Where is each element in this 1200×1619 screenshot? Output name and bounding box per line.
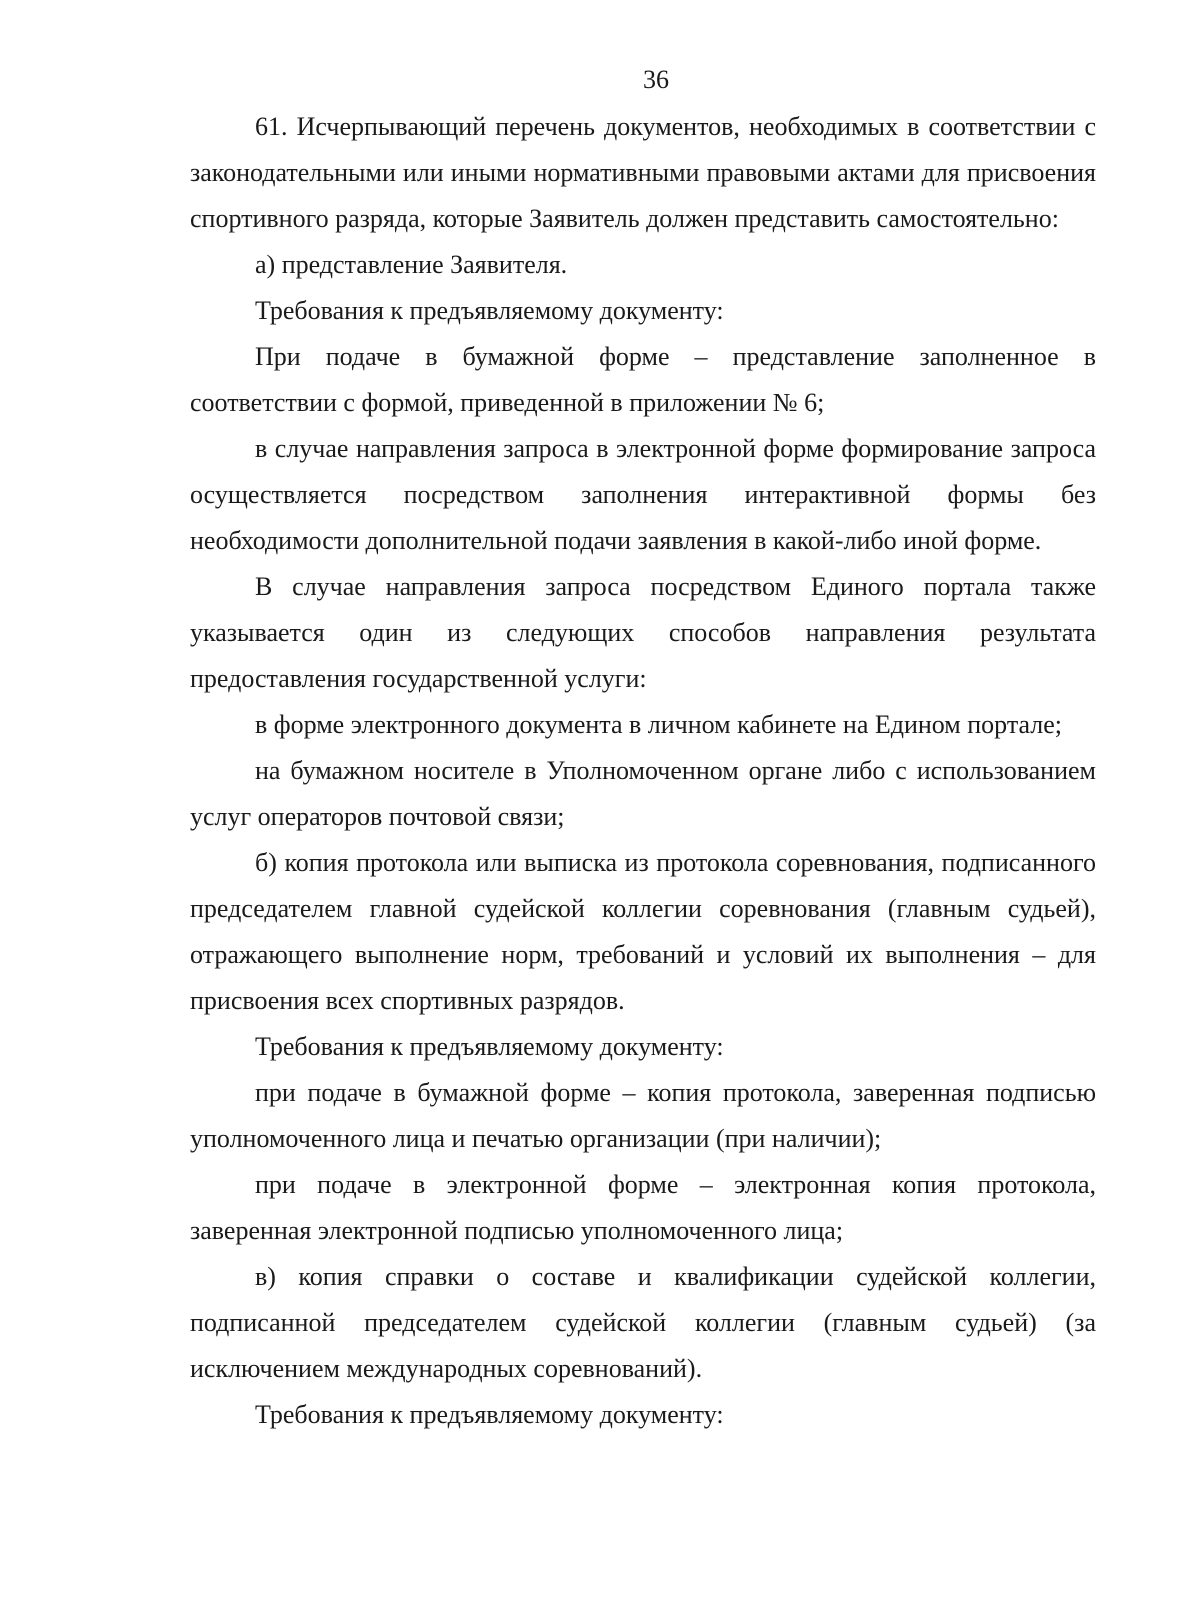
paragraph-paper-copy: при подаче в бумажной форме – копия протокола, заверенная подписью уполномоченного лица и печатью организации (при наличии); [190,1078,1096,1153]
paragraph-item-b: б) копия протокола или выписка из протокола соревнования, подписанного председателем главной судейской коллегии соревнования (главным судьей), отражающего выполнение норм, требований и условий их выполнения – для присвоения всех спортивных разрядов. [190,848,1096,1015]
paragraph-personal-cabinet: в форме электронного документа в личном кабинете на Едином портале; [255,710,1063,739]
paragraph-item-a: а) представление Заявителя. [255,250,568,279]
page-number: 36 [643,65,669,94]
paragraph-requirements-heading: Требования к предъявляемому документу: [255,1032,724,1061]
document-body [190,104,1096,1438]
paragraph-unified-portal: В случае направления запроса посредством Единого портала также указывается один из следующих способов направления результата предоставления государственной услуги: [190,572,1096,693]
paragraph-requirements-heading: Требования к предъявляемому документу: [255,296,724,325]
paragraph-electronic-copy: при подаче в электронной форме – электронная копия протокола, заверенная электронной подписью уполномоченного лица; [190,1170,1096,1245]
paragraph-paper-carrier: на бумажном носителе в Уполномоченном органе либо с использованием услуг операторов почтовой связи; [190,756,1096,831]
paragraph-item-c: в) копия справки о составе и квалификации судейской коллегии, подписанной председателем судейской коллегии (главным судьей) (за исключением международных соревнований). [190,1262,1096,1383]
paragraph-paper-form: При подаче в бумажной форме – представление заполненное в соответствии с формой, приведенной в приложении № 6; [190,342,1096,417]
paragraph-requirements-heading: Требования к предъявляемому документу: [255,1400,724,1429]
paragraph-electronic-form: в случае направления запроса в электронной форме формирование запроса осуществляется посредством заполнения интерактивной формы без необходимости дополнительной подачи заявления в какой-либо иной форме. [190,434,1096,555]
paragraph-61-intro: 61. Исчерпывающий перечень документов, необходимых в соответствии с законодательными или иными нормативными правовыми актами для присвоения спортивного разряда, которые Заявитель должен представить самостоятельно: [190,112,1096,233]
